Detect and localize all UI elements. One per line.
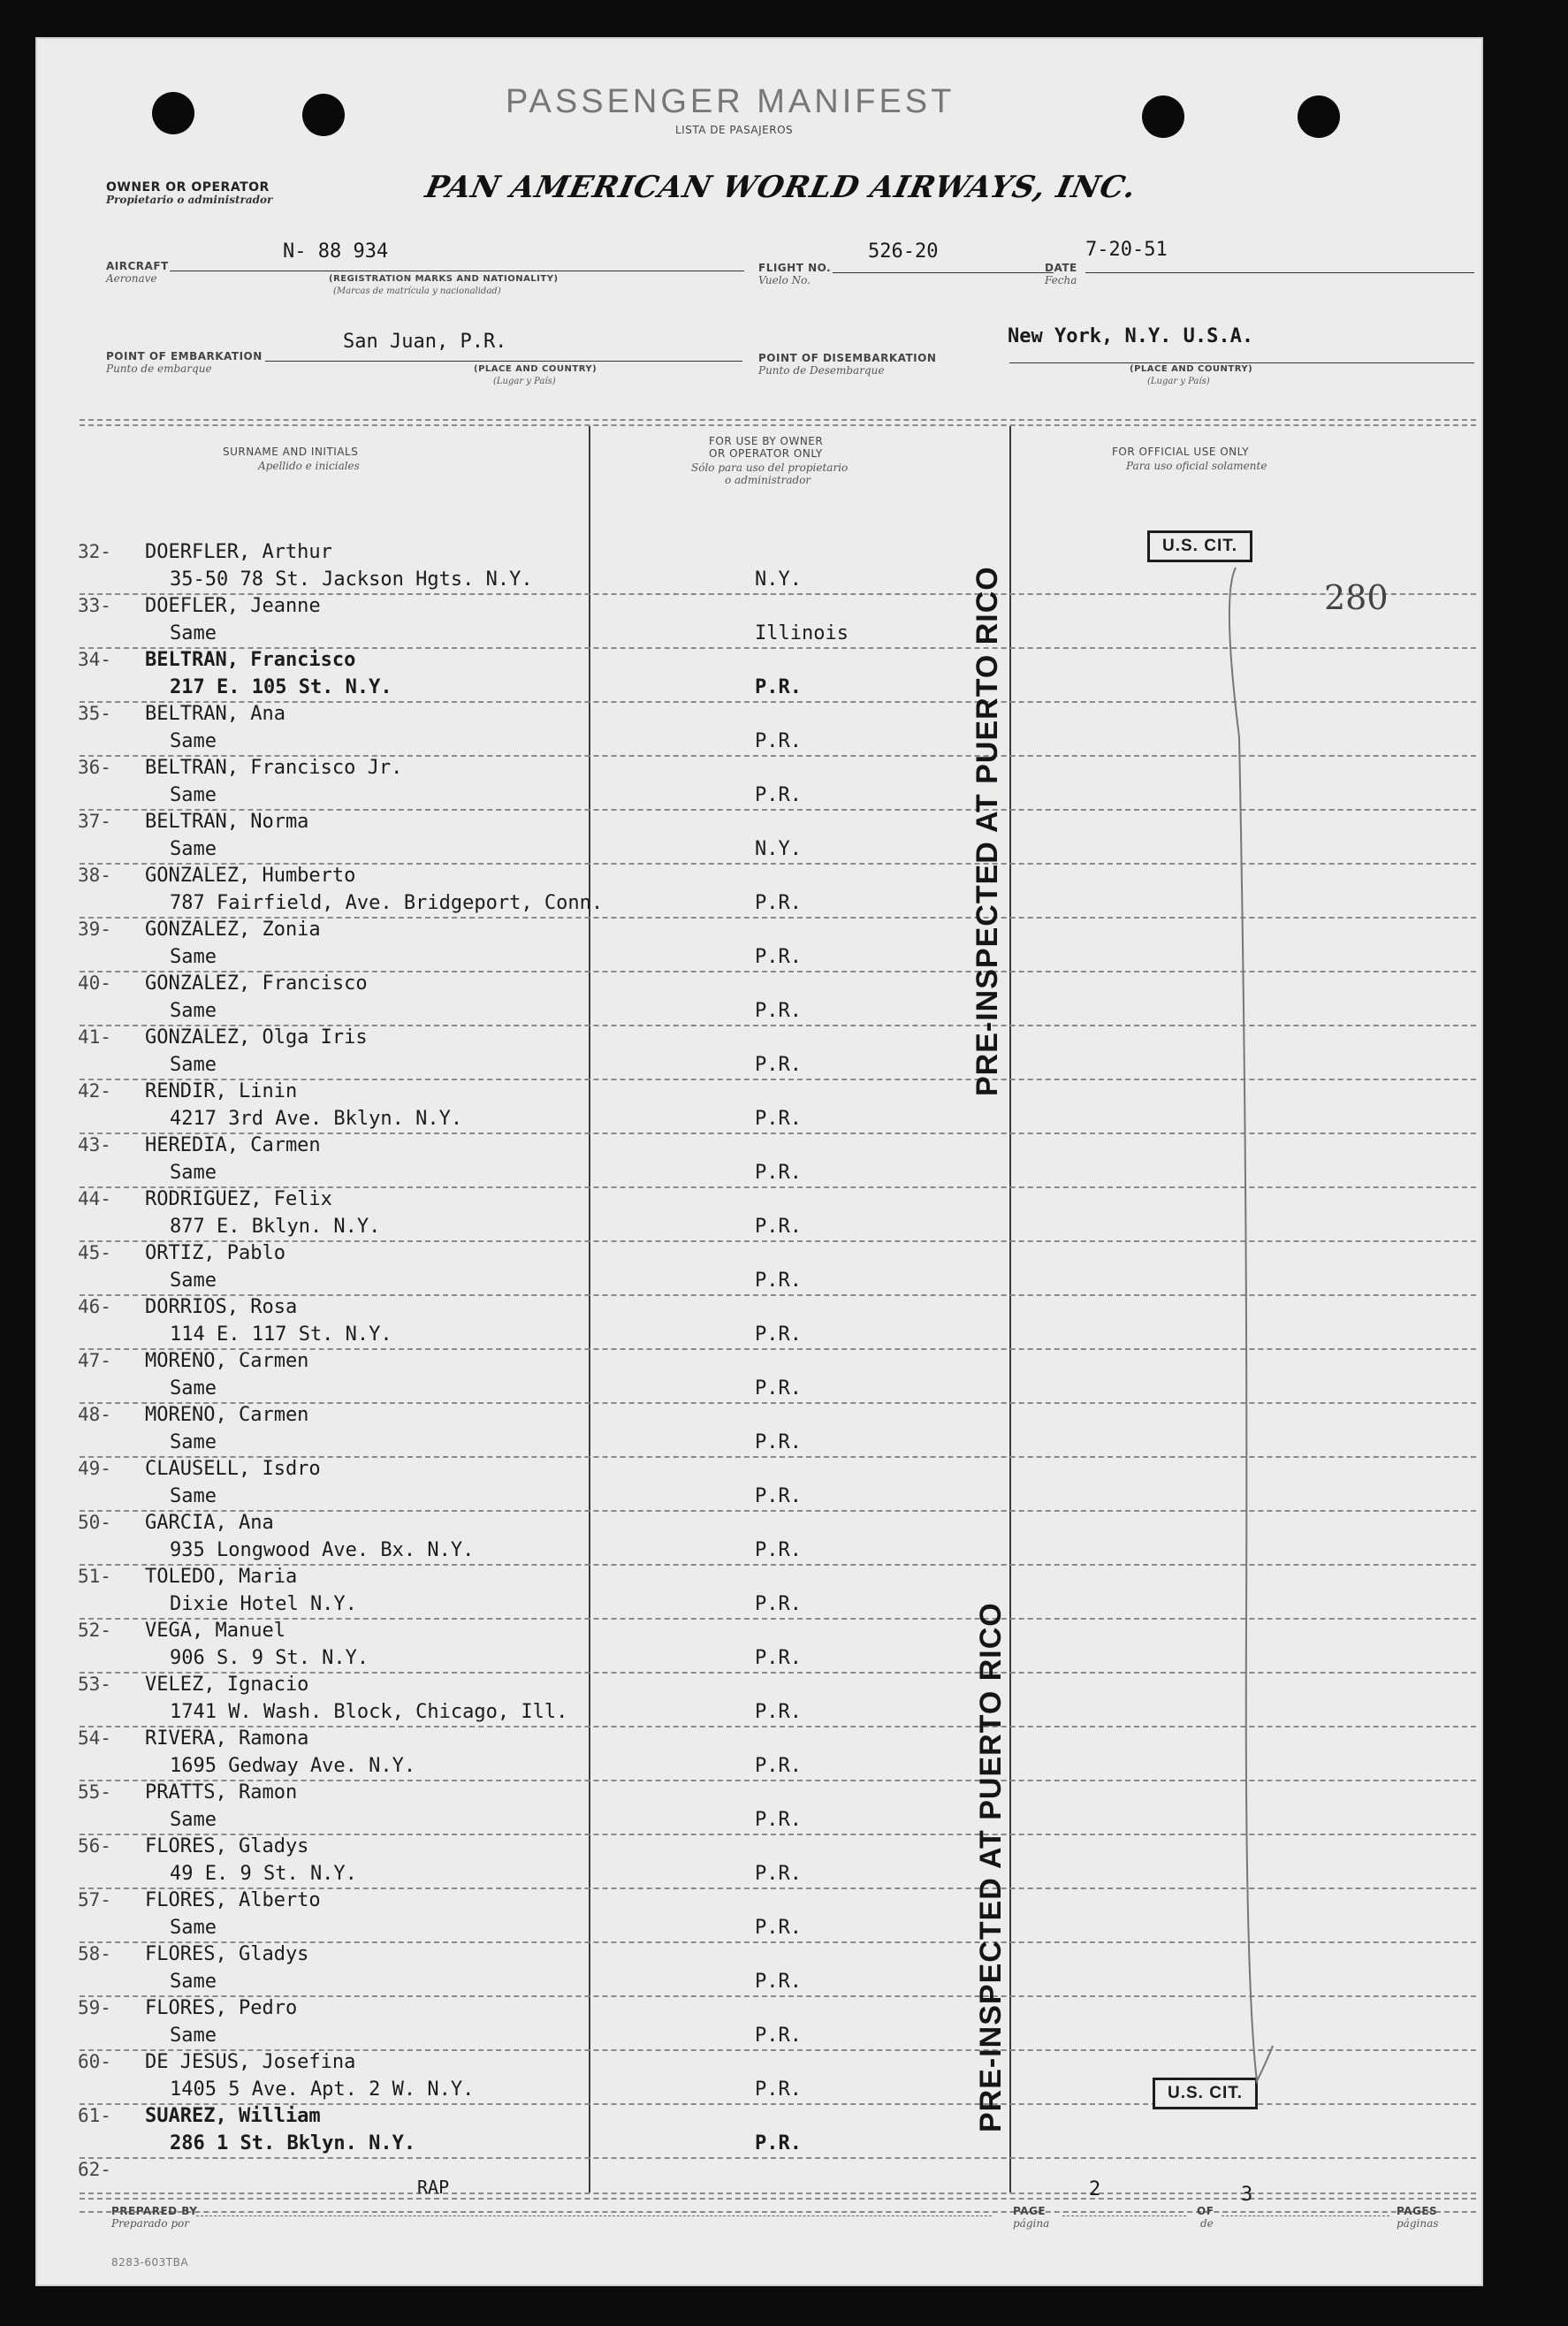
passenger-name: FLORES, Pedro	[145, 1997, 298, 2019]
passenger-address: 217 E. 105 St. N.Y.	[170, 676, 392, 698]
prepared-value: RAP	[417, 2177, 450, 2198]
passenger-residence: P.R.	[755, 1485, 802, 1507]
flight-label: FLIGHT NO.	[758, 262, 832, 274]
owner-label-es: Propietario o administrador	[106, 194, 273, 206]
passenger-residence: P.R.	[755, 1863, 802, 1885]
passenger-residence: P.R.	[755, 2025, 802, 2047]
flight-label-es: Vuelo No.	[758, 274, 811, 286]
date-value: 7-20-51	[1085, 239, 1168, 261]
disembark-value: New York, N.Y. U.S.A.	[1008, 325, 1254, 347]
embark-place-sub: (PLACE AND COUNTRY)	[474, 364, 598, 374]
prepared-label: PREPARED BY	[111, 2205, 198, 2217]
row-number: 33-	[78, 595, 111, 616]
row-number: 37-	[78, 811, 111, 832]
passenger-residence: P.R.	[755, 1323, 802, 1346]
row-number: 62-	[78, 2159, 111, 2180]
passenger-name: DE JESUS, Josefina	[145, 2051, 356, 2073]
pages-total-value: 3	[1241, 2184, 1253, 2206]
row-number: 53-	[78, 1674, 111, 1695]
row-number: 39-	[78, 919, 111, 940]
passenger-address: Same	[170, 1377, 217, 1399]
passenger-residence: P.R.	[755, 1216, 802, 1238]
passenger-name: GONZALEZ, Humberto	[145, 865, 356, 887]
passenger-name: GONZALEZ, Zonia	[145, 919, 321, 941]
punch-hole-icon	[1298, 95, 1340, 138]
passenger-residence: P.R.	[755, 1917, 802, 1939]
page-subtitle: LISTA DE PASAJEROS	[675, 124, 794, 136]
row-number: 49-	[78, 1458, 111, 1479]
passenger-residence: P.R.	[755, 1162, 802, 1184]
col-header-owner-es: Sólo para uso del propietario	[691, 461, 849, 474]
passenger-name: TOLEDO, Maria	[145, 1566, 298, 1588]
passenger-address: Same	[170, 1054, 217, 1076]
passenger-name: BELTRAN, Francisco	[145, 649, 356, 671]
row-number: 48-	[78, 1404, 111, 1425]
passenger-address: 935 Longwood Ave. Bx. N.Y.	[170, 1539, 475, 1561]
passenger-address: Same	[170, 1971, 217, 1993]
passenger-name: RENDIR, Linin	[145, 1080, 298, 1102]
passenger-address: 877 E. Bklyn. N.Y.	[170, 1216, 381, 1238]
row-number: 44-	[78, 1188, 111, 1209]
row-number: 55-	[78, 1781, 111, 1803]
row-number: 61-	[78, 2105, 111, 2126]
passenger-residence: P.R.	[755, 1971, 802, 1993]
handwritten-count: 280	[1324, 578, 1389, 617]
passenger-residence: P.R.	[755, 2078, 802, 2101]
passenger-residence: P.R.	[755, 1755, 802, 1777]
embark-label: POINT OF EMBARKATION	[106, 350, 263, 362]
aircraft-sub-es: (Marcas de matrícula y nacionalidad)	[333, 286, 501, 296]
passenger-residence: P.R.	[755, 676, 802, 698]
row-number: 41-	[78, 1026, 111, 1048]
row-number: 47-	[78, 1350, 111, 1371]
row-number: 40-	[78, 972, 111, 994]
row-number: 56-	[78, 1835, 111, 1857]
row-number: 43-	[78, 1134, 111, 1155]
passenger-residence: P.R.	[755, 1377, 802, 1399]
date-label-es: Fecha	[1045, 274, 1077, 286]
passenger-name: RIVERA, Ramona	[145, 1727, 309, 1750]
row-number: 57-	[78, 1889, 111, 1910]
passenger-residence: P.R.	[755, 1593, 802, 1615]
col-header-owner: FOR USE BY OWNER	[709, 435, 824, 447]
passenger-name: VEGA, Manuel	[145, 1620, 285, 1642]
passenger-residence: N.Y.	[755, 838, 802, 860]
disembark-place-sub-es: (Lugar y País)	[1147, 377, 1210, 386]
passenger-address: Same	[170, 2025, 217, 2047]
passenger-name: RODRIGUEZ, Felix	[145, 1188, 332, 1210]
passenger-residence: P.R.	[755, 2132, 802, 2154]
passenger-residence: P.R.	[755, 1054, 802, 1076]
passenger-name: HEREDIA, Carmen	[145, 1134, 321, 1156]
form-code: 8283-603TBA	[111, 2256, 189, 2269]
passenger-residence: N.Y.	[755, 568, 802, 591]
pages-label-es: páginas	[1397, 2217, 1439, 2230]
passenger-name: ORTIZ, Pablo	[145, 1242, 285, 1264]
row-number: 38-	[78, 865, 111, 886]
passenger-name: FLORES, Gladys	[145, 1835, 309, 1857]
passenger-residence: P.R.	[755, 1431, 802, 1453]
passenger-residence: P.R.	[755, 1108, 802, 1130]
passenger-address: Same	[170, 838, 217, 860]
row-number: 54-	[78, 1727, 111, 1749]
col-header-surname: SURNAME AND INITIALS	[223, 446, 359, 458]
row-number: 45-	[78, 1242, 111, 1263]
row-number: 46-	[78, 1296, 111, 1317]
passenger-address: Same	[170, 1485, 217, 1507]
embark-place-sub-es: (Lugar y País)	[493, 377, 556, 386]
passenger-address: Same	[170, 1917, 217, 1939]
col-header-official: FOR OFFICIAL USE ONLY	[1112, 446, 1250, 458]
passenger-address: 1695 Gedway Ave. N.Y.	[170, 1755, 416, 1777]
passenger-residence: P.R.	[755, 1809, 802, 1831]
aircraft-label: AIRCRAFT	[106, 260, 169, 272]
passenger-name: PRATTS, Ramon	[145, 1781, 298, 1804]
of-label-es: de	[1200, 2217, 1214, 2230]
passenger-address: 114 E. 117 St. N.Y.	[170, 1323, 392, 1346]
passenger-address: Same	[170, 622, 217, 644]
row-divider	[80, 2211, 1476, 2213]
passenger-address: Same	[170, 730, 217, 752]
page-value: 2	[1089, 2178, 1101, 2200]
passenger-address: Same	[170, 1270, 217, 1292]
passenger-address: Same	[170, 784, 217, 806]
page-title: PASSENGER MANIFEST	[506, 83, 955, 120]
passenger-residence: Illinois	[755, 622, 849, 644]
disembark-label-es: Punto de Desembarque	[758, 364, 885, 377]
passenger-name: BELTRAN, Francisco Jr.	[145, 757, 403, 779]
row-number: 35-	[78, 703, 111, 724]
us-cit-stamp: U.S. CIT.	[1153, 2078, 1258, 2109]
row-number: 52-	[78, 1620, 111, 1641]
passenger-address: 906 S. 9 St. N.Y.	[170, 1647, 369, 1669]
col-header-owner-es-2: o administrador	[725, 474, 811, 486]
passenger-address: Same	[170, 1809, 217, 1831]
passenger-name: GARCIA, Ana	[145, 1512, 274, 1534]
row-number: 32-	[78, 541, 111, 562]
passenger-address: 787 Fairfield, Ave. Bridgeport, Conn.	[170, 892, 604, 914]
pages-label: PAGES	[1397, 2205, 1438, 2217]
manifest-sheet: PASSENGER MANIFEST LISTA DE PASAJEROS OWNER OR OPERATOR Propietario o administrador PAN AMERICAN WORLD AIRWAYS, INC. AIRCRAFT Aeronave N- 88 934 (REGISTRATION MARKS AND NATIONALITY) (Marcas de matrícula y nacionalidad) FLIGHT NO. Vuelo No. 526-20 DATE Fecha 7-20-51 POINT OF EMBARKATION Punto de embarque San Juan, P.R. (PLACE AND COUNTRY) (Lugar y País) POINT OF DISEMBARKATION Punto de Desembarque New York, N.Y. U.S.A. (PLACE AND COUNTRY) (Lugar y País) SURNAME AND INITIALS Apellido e iniciales FOR USE BY OWNER OR OPERATOR ONLY Sólo para uso del propietario o administrador FOR OFFICIAL USE ONLY Para uso oficial solamente 32- DOERFLER, Arthur 35-50 78 St. Jackson Hgts. N.Y. N.Y. 33- DOEFLER, Jeanne Same Illinois 34- BELTRAN, Francisco 217 E. 105 St. N.Y. P.R. 35- BELTRAN, Ana Same P.R. 36- BELTRAN, Francisco Jr. Same P.R. 37- BELTRAN, Norma Same N.Y. 38- GONZALEZ, Humberto 787 Fairfield, Ave. Bridgeport, Conn. P.R. 39- GONZALEZ, Zonia Same P.R. 40- GONZALEZ, Francisco Same P.R. 41- GONZALEZ, Olga Iris Same P.R. 42- RENDIR, Linin 4217 3rd Ave. Bklyn. N.Y. P.R. 43- HEREDIA, Carmen Same P.R. 44- RODRIGUEZ, Felix 877 E. Bklyn. N.Y. P.R. 45- ORTIZ, Pablo Same P.R. 46- DORRIOS, Rosa 114 E. 117 St. N.Y. P.R. 47- MORENO, Carmen Same P.R. 48- MORENO, Carmen Same P.R. 49- CLAUSELL, Isdro Same P.R. 50- GARCIA, Ana 935 Longwood Ave. Bx. N.Y. P.R. 51- TOLEDO, Maria Dixie Hotel N.Y. P.R. 52- VEGA, Manuel 906 S. 9 St. N.Y. P.R. 53- VELEZ, Ignacio 1741 W. Wash. Block, Chicago, Ill. P.R. 54- RIVERA, Ramona 1695 Gedway Ave. N.Y. P.R. 55- PRATTS, Ramon Same P.R. 56- FLORES, Gladys 49 E. 9 St. N.Y. P.R. 57- FLORES, Alberto Same P.R. 58- FLORES, Gladys Same P.R. 59- FLORES, Pedro Same P.R. 60- DE JESUS, Josefina 1405 5 Ave. Apt. 2 W. N.Y. P.R. 61- SUAREZ, William 286 1 St. Bklyn. N.Y. P.R. 62- PRE-INSPECTED AT PUERTO RICO PRE-INSPECTED AT PUERTO RICO U.S. CIT. U.S. CIT. 280 PREPARED BY Preparado por RAP PAGE página 2 OF de 3 PAGES páginas 8283-603TBA	[35, 37, 1483, 2286]
passenger-name: BELTRAN, Ana	[145, 703, 285, 725]
aircraft-label-es: Aeronave	[106, 272, 157, 285]
disembark-label: POINT OF DISEMBARKATION	[758, 352, 937, 364]
flight-value: 526-20	[868, 240, 939, 263]
passenger-residence: P.R.	[755, 1647, 802, 1669]
passenger-residence: P.R.	[755, 946, 802, 968]
embark-label-es: Punto de embarque	[106, 362, 212, 375]
passenger-address: Dixie Hotel N.Y.	[170, 1593, 357, 1615]
passenger-name: GONZALEZ, Francisco	[145, 972, 368, 995]
col-header-owner-2: OR OPERATOR ONLY	[709, 447, 823, 460]
passenger-residence: P.R.	[755, 1539, 802, 1561]
row-number: 60-	[78, 2051, 111, 2072]
passenger-name: FLORES, Gladys	[145, 1943, 309, 1965]
passenger-name: CLAUSELL, Isdro	[145, 1458, 321, 1480]
passenger-name: DORRIOS, Rosa	[145, 1296, 298, 1318]
passenger-address: 1405 5 Ave. Apt. 2 W. N.Y.	[170, 2078, 475, 2101]
row-number: 51-	[78, 1566, 111, 1587]
table-row	[37, 2159, 1481, 2213]
passenger-address: Same	[170, 1431, 217, 1453]
passenger-name: DOEFLER, Jeanne	[145, 595, 321, 617]
passenger-name: MORENO, Carmen	[145, 1404, 309, 1426]
col-header-official-es: Para uso oficial solamente	[1126, 460, 1267, 472]
prepared-label-es: Preparado por	[111, 2217, 190, 2230]
row-number: 36-	[78, 757, 111, 778]
page-label-es: página	[1013, 2217, 1050, 2230]
row-number: 50-	[78, 1512, 111, 1533]
disembark-place-sub: (PLACE AND COUNTRY)	[1130, 364, 1253, 374]
date-label: DATE	[1045, 262, 1077, 274]
passenger-name: SUAREZ, William	[145, 2105, 321, 2127]
passenger-name: GONZALEZ, Olga Iris	[145, 1026, 368, 1049]
passenger-residence: P.R.	[755, 784, 802, 806]
row-number: 42-	[78, 1080, 111, 1102]
passenger-residence: P.R.	[755, 730, 802, 752]
owner-label: OWNER OR OPERATOR	[106, 180, 270, 194]
aircraft-sub: (REGISTRATION MARKS AND NATIONALITY)	[329, 274, 559, 284]
passenger-address: Same	[170, 1162, 217, 1184]
row-number: 34-	[78, 649, 111, 670]
passenger-name: MORENO, Carmen	[145, 1350, 309, 1372]
passenger-address: 4217 3rd Ave. Bklyn. N.Y.	[170, 1108, 463, 1130]
owner-name: PAN AMERICAN WORLD AIRWAYS, INC.	[422, 170, 1140, 205]
punch-hole-icon	[152, 92, 194, 134]
passenger-name: DOERFLER, Arthur	[145, 541, 332, 563]
col-header-surname-es: Apellido e iniciales	[258, 460, 360, 472]
passenger-name: BELTRAN, Norma	[145, 811, 309, 833]
embark-value: San Juan, P.R.	[343, 331, 507, 353]
us-cit-stamp: U.S. CIT.	[1147, 530, 1252, 562]
of-label: OF	[1197, 2205, 1214, 2217]
passenger-name: FLORES, Alberto	[145, 1889, 321, 1911]
punch-hole-icon	[1142, 95, 1184, 138]
passenger-address: Same	[170, 1000, 217, 1022]
page-label: PAGE	[1013, 2205, 1047, 2217]
row-number: 58-	[78, 1943, 111, 1964]
passenger-address: 286 1 St. Bklyn. N.Y.	[170, 2132, 416, 2154]
passenger-residence: P.R.	[755, 1270, 802, 1292]
punch-hole-icon	[302, 94, 345, 136]
passenger-residence: P.R.	[755, 892, 802, 914]
passenger-residence: P.R.	[755, 1000, 802, 1022]
passenger-address: 1741 W. Wash. Block, Chicago, Ill.	[170, 1701, 568, 1723]
row-number: 59-	[78, 1997, 111, 2018]
passenger-name: VELEZ, Ignacio	[145, 1674, 309, 1696]
passenger-address: Same	[170, 946, 217, 968]
passenger-address: 49 E. 9 St. N.Y.	[170, 1863, 357, 1885]
pencil-bracket-line	[1168, 561, 1292, 2116]
passenger-address: 35-50 78 St. Jackson Hgts. N.Y.	[170, 568, 533, 591]
passenger-residence: P.R.	[755, 1701, 802, 1723]
aircraft-value: N- 88 934	[283, 240, 389, 263]
